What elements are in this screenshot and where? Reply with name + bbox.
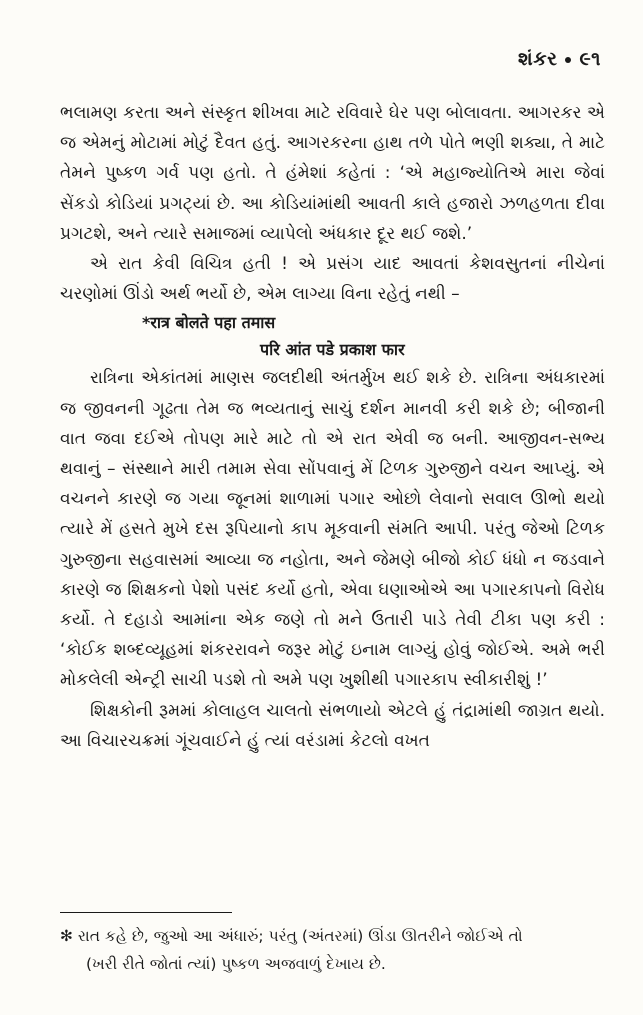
body-text [60, 98, 605, 756]
footnote-divider [60, 912, 232, 913]
poem-line-1: *रात्र बोलते पहा तमास [142, 313, 276, 333]
footnote-line-2: (ખરી રીતે જોતાં ત્યાં) પુષ્કળ અજવાળું દેખાય છે. [86, 955, 386, 973]
footnote [60, 922, 605, 978]
paragraph-3: રાત્રિના એકાંતમાં માણસ જલદીથી અંતર્મુખ થઈ શકે છે. રાત્રિના અંધકારમાં જ જીવનની ગૂઢતા તેમ જ ભવ્યતાનું સાચું દર્શન માનવી કરી શકે છે; બીજાની વાત જવા દઈએ તોપણ મારે માટે તો એ રાત એવી જ બની. આજીવન-સભ્ય થવાનું – સંસ્થાને મારી તમામ સેવા સોંપવાનું મેં ટિળક ગુરુજીને વચન આપ્યું. એ વચનને કારણે જ ગયા જૂનમાં શાળામાં પગાર ઓછો લેવાનો સવાલ ઊભો થયો ત્યારે મેં હસતે મુખે દસ રૂપિયાનો કાપ મૂકવાની સંમતિ આપી. પરંતુ જેઓ ટિળક ગુરુજીના સહવાસમાં આવ્યા જ નહોતા, અને જેમણે બીજો કોઈ ધંધો ન જડવાને કારણે જ શિક્ષકનો પેશો પસંદ કર્યો હતો, એવા ઘણાઓએ આ પગારકાપનો વિરોધ કર્યો. તે દહાડો આમાંના એક જણે તો મને ઉતારી પાડે તેવી ટીકા પણ કરી : ‘કોઈક શબ્દવ્યૂહમાં શંકરરાવને જરૂર મોટું ઇનામ લાગ્યું હોવું જોઈએ. અમે ભરી મોકલેલી એન્ટ્રી સાચી પડશે તો અમે પણ ખુશીથી પગારકાપ સ્વીકારીશું !’ [60, 368, 605, 691]
paragraph-2: એ રાત કેવી વિચિત્ર હતી ! એ પ્રસંગ યાદ આવતાં કેશવસુતનાં નીચેનાં ચરણોમાં ઊંડો અર્થ ભર્યો છે, એમ લાગ્યા વિના રહેતું નથી – [60, 254, 605, 305]
poem-line-2: परि आंत पडे प्रकाश फार [260, 340, 405, 360]
running-header [518, 48, 601, 70]
footnote-line-1: ✻ રાત કહે છે, જુઓ આ અંધારું; પરંતુ (અંતરમાં) ઊંડા ઊતરીને જોઈએ તો [60, 927, 523, 945]
page-number: ૯૧ [579, 48, 601, 70]
paragraph-1: ભલામણ કરતા અને સંસ્કૃત શીખવા માટે રવિવારે ઘેર પણ બોલાવતા. આગરકર એ જ એમનું મોટામાં મોટું દૈવત હતું. આગરકરના હાથ તળે પોતે ભણી શક્યા, તે માટે તેમને પુષ્કળ ગર્વ પણ હતો. તે હંમેશાં કહેતાં : ‘એ મહાજ્યોતિએ મારા જેવાં સેંકડો કોડિયાં પ્રગટ્યાં છે. આ કોડિયાંમાંથી આવતી કાલે હજારો ઝળહળતા દીવા પ્રગટશે, અને ત્યારે સમાજમાં વ્યાપેલો અંધકાર દૂર થઈ જશે.’ [60, 103, 605, 244]
separator-dot-icon [565, 57, 571, 63]
paragraph-4: શિક્ષકોની રૂમમાં કોલાહલ ચાલતો સંભળાયો એટલે હું તંદ્રામાંથી જાગ્રત થયો. આ વિચારચક્રમાં ગૂંચવાઈને હું ત્યાં વરંડામાં કેટલો વખત [60, 700, 605, 751]
running-title: શંકર [518, 48, 558, 70]
